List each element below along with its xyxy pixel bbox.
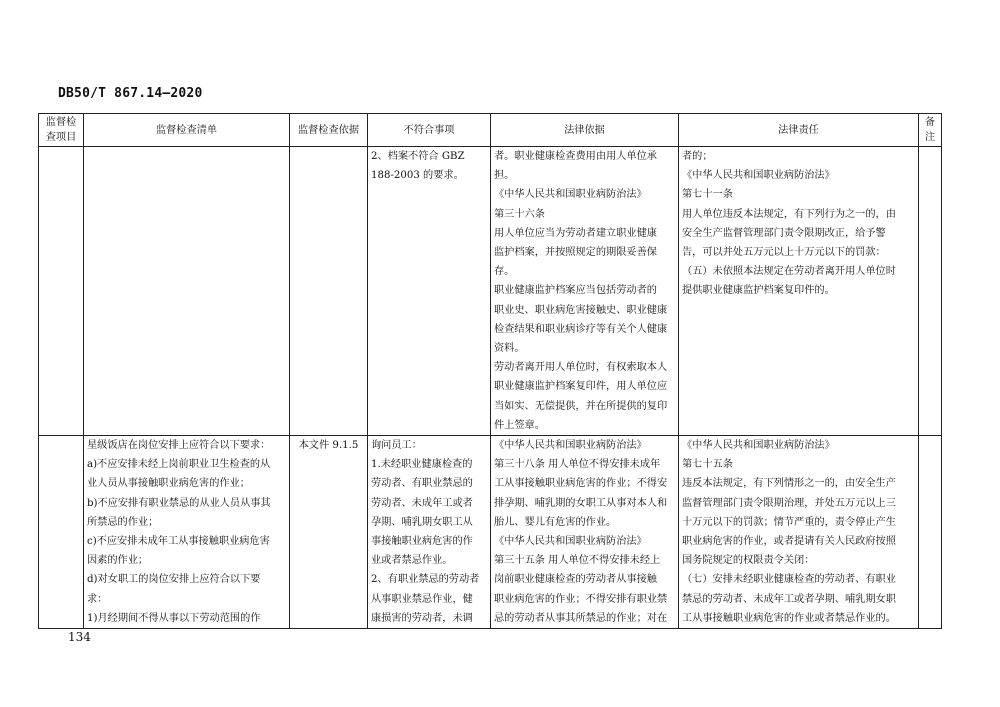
text-line: 监护档案，并按照规定的期限妥善保 bbox=[494, 247, 657, 259]
text-line: 《中华人民共和国职业病防治法》 bbox=[682, 440, 835, 452]
text-line: 2、档案不符合 GBZ bbox=[371, 151, 465, 162]
text-line: 当如实、无偿提供，并在所提供的复印 bbox=[494, 400, 668, 412]
text-line: 孕期、哺乳期女职工从 bbox=[371, 516, 473, 528]
text-line: 禁忌的劳动者、未成年工或者孕期、哺乳期女职 bbox=[682, 593, 896, 605]
text-line: 从事职业禁忌作业，健 bbox=[371, 593, 473, 605]
text-line: 胎儿、婴儿有危害的作业。 bbox=[494, 516, 617, 528]
text-line: 1)月经期间不得从事以下劳动范围的作 bbox=[87, 612, 261, 624]
cell-remarks bbox=[919, 147, 942, 436]
text-line: 《中华人民共和国职业病防治法》 bbox=[494, 536, 647, 548]
table-header-row bbox=[39, 114, 942, 147]
inspection-table bbox=[38, 113, 942, 629]
cell-basis bbox=[290, 147, 368, 436]
text-line: 工从事接触职业病危害的作业或者禁忌作业的。 bbox=[682, 612, 896, 624]
text-line: 担。 bbox=[494, 170, 515, 182]
text-line: 安全生产监督管理部门责令限期改正，给予警 bbox=[682, 227, 886, 239]
text-line: 劳动者、未成年工或者 bbox=[371, 497, 473, 509]
text-line: 职业健康监护档案复印件，用人单位应 bbox=[494, 381, 668, 393]
text-line: 第三十六条 bbox=[494, 208, 545, 220]
header-remarks: 备 注 bbox=[919, 114, 942, 147]
text-line: 检查结果和职业病诊疗等有关个人健康 bbox=[494, 323, 668, 335]
header-noncompliance: 不符合事项 bbox=[368, 114, 491, 147]
text-line: 2、有职业禁忌的劳动者 bbox=[371, 574, 480, 586]
text-line: 业或者禁忌作业。 bbox=[371, 555, 453, 567]
text-line: d)对女职工的岗位安排上应符合以下要 bbox=[87, 574, 261, 586]
text-line: 第七十一条 bbox=[682, 189, 733, 201]
text-line: 者的； bbox=[682, 151, 713, 162]
text-line: 岗前职业健康检查的劳动者从事接触 bbox=[494, 574, 657, 586]
header-basis: 监督检查依据 bbox=[290, 114, 368, 147]
cell-remarks bbox=[919, 436, 942, 629]
text-line: 求： bbox=[87, 593, 108, 605]
text-line: 《中华人民共和国职业病防治法》 bbox=[494, 440, 647, 452]
text-line: 忌的劳动者从事其所禁忌的作业；对在 bbox=[494, 612, 668, 624]
cell-checklist bbox=[84, 436, 290, 629]
text-line: 违反本法规定，有下列情形之一的，由安全生产 bbox=[682, 478, 896, 490]
text-line: c)不应安排未成年工从事接触职业病危害 bbox=[87, 536, 270, 548]
text-line: 工从事接触职业病危害的作业；不得安 bbox=[494, 478, 668, 490]
text-line: b)不应安排有职业禁忌的从业人员从事其 bbox=[87, 497, 271, 509]
text-line: 存。 bbox=[494, 266, 515, 278]
text-line: 职业病危害的作业，或者提请有关人民政府按照 bbox=[682, 536, 896, 548]
text-line: （五）未依照本法规定在劳动者离开用人单位时 bbox=[682, 266, 896, 278]
text-line: 因素的作业； bbox=[87, 555, 149, 567]
text-line: 提供职业健康监护档案复印件的。 bbox=[682, 285, 835, 297]
text-line: 第三十八条 用人单位不得安排未成年 bbox=[494, 459, 661, 471]
text-line: （七）安排未经职业健康检查的劳动者、有职业 bbox=[682, 574, 896, 586]
cell-liability bbox=[679, 436, 919, 629]
cell-liability bbox=[679, 147, 919, 436]
cell-checklist bbox=[84, 147, 290, 436]
text-line: 告，可以并处五万元以上十万元以下的罚款： bbox=[682, 247, 886, 259]
text-line: 第七十五条 bbox=[682, 459, 733, 471]
cell-legal-basis bbox=[491, 147, 679, 436]
text-line: 国务院规定的权限责令关闭： bbox=[682, 555, 815, 567]
text-line: 康损害的劳动者，未调 bbox=[371, 612, 473, 624]
text-line: 者。职业健康检查费用由用人单位承 bbox=[494, 151, 657, 162]
cell-noncompliance bbox=[368, 147, 491, 436]
text-line: 星级饭店在岗位安排上应符合以下要求： bbox=[87, 440, 271, 452]
text-line: 职业病危害的作业；不得安排有职业禁 bbox=[494, 593, 668, 605]
cell-item bbox=[39, 147, 84, 436]
text-line: 业人员从事接触职业病危害的作业； bbox=[87, 478, 250, 490]
header-checklist: 监督检查清单 bbox=[84, 114, 290, 147]
header-liability: 法律责任 bbox=[679, 114, 919, 147]
table-row bbox=[39, 147, 942, 436]
document-code: DB50/T 867.14—2020 bbox=[58, 86, 203, 101]
text-line: 1.未经职业健康检查的 bbox=[371, 459, 473, 471]
text-line: 所禁忌的作业； bbox=[87, 516, 159, 528]
text-line: 排孕期、哺乳期的女职工从事对本人和 bbox=[494, 497, 668, 509]
text-line: 188-2003 的要求。 bbox=[371, 170, 464, 182]
header-item: 监督检 查项目 bbox=[39, 114, 84, 147]
page-number: 134 bbox=[68, 630, 91, 644]
text-line: 件上签章。 bbox=[494, 419, 545, 431]
text-line: 用人单位应当为劳动者建立职业健康 bbox=[494, 227, 657, 239]
text-line: 劳动者、有职业禁忌的 bbox=[371, 478, 473, 490]
cell-legal-basis bbox=[491, 436, 679, 629]
table-row bbox=[39, 436, 942, 629]
text-line: 劳动者离开用人单位时，有权索取本人 bbox=[494, 362, 668, 374]
text-line: 监督管理部门责令限期治理，并处五万元以上三 bbox=[682, 497, 896, 509]
text-line: a)不应安排未经上岗前职业卫生检查的从 bbox=[87, 459, 271, 471]
header-legal-basis: 法律依据 bbox=[491, 114, 679, 147]
text-line: 第三十五条 用人单位不得安排未经上 bbox=[494, 555, 661, 567]
text-line: 十万元以下的罚款；情节严重的，责令停止产生 bbox=[682, 516, 896, 528]
text-line: 询问员工： bbox=[371, 440, 422, 452]
cell-basis: 本文件 9.1.5 bbox=[290, 436, 368, 629]
cell-item bbox=[39, 436, 84, 629]
text-line: 用人单位违反本法规定，有下列行为之一的，由 bbox=[682, 208, 896, 220]
text-line: 职业史、职业病危害接触史、职业健康 bbox=[494, 304, 668, 316]
cell-noncompliance bbox=[368, 436, 491, 629]
text-line: 职业健康监护档案应当包括劳动者的 bbox=[494, 285, 657, 297]
text-line: 《中华人民共和国职业病防治法》 bbox=[682, 170, 835, 182]
text-line: 资料。 bbox=[494, 343, 525, 355]
text-line: 《中华人民共和国职业病防治法》 bbox=[494, 189, 647, 201]
text-line: 事接触职业病危害的作 bbox=[371, 536, 473, 548]
